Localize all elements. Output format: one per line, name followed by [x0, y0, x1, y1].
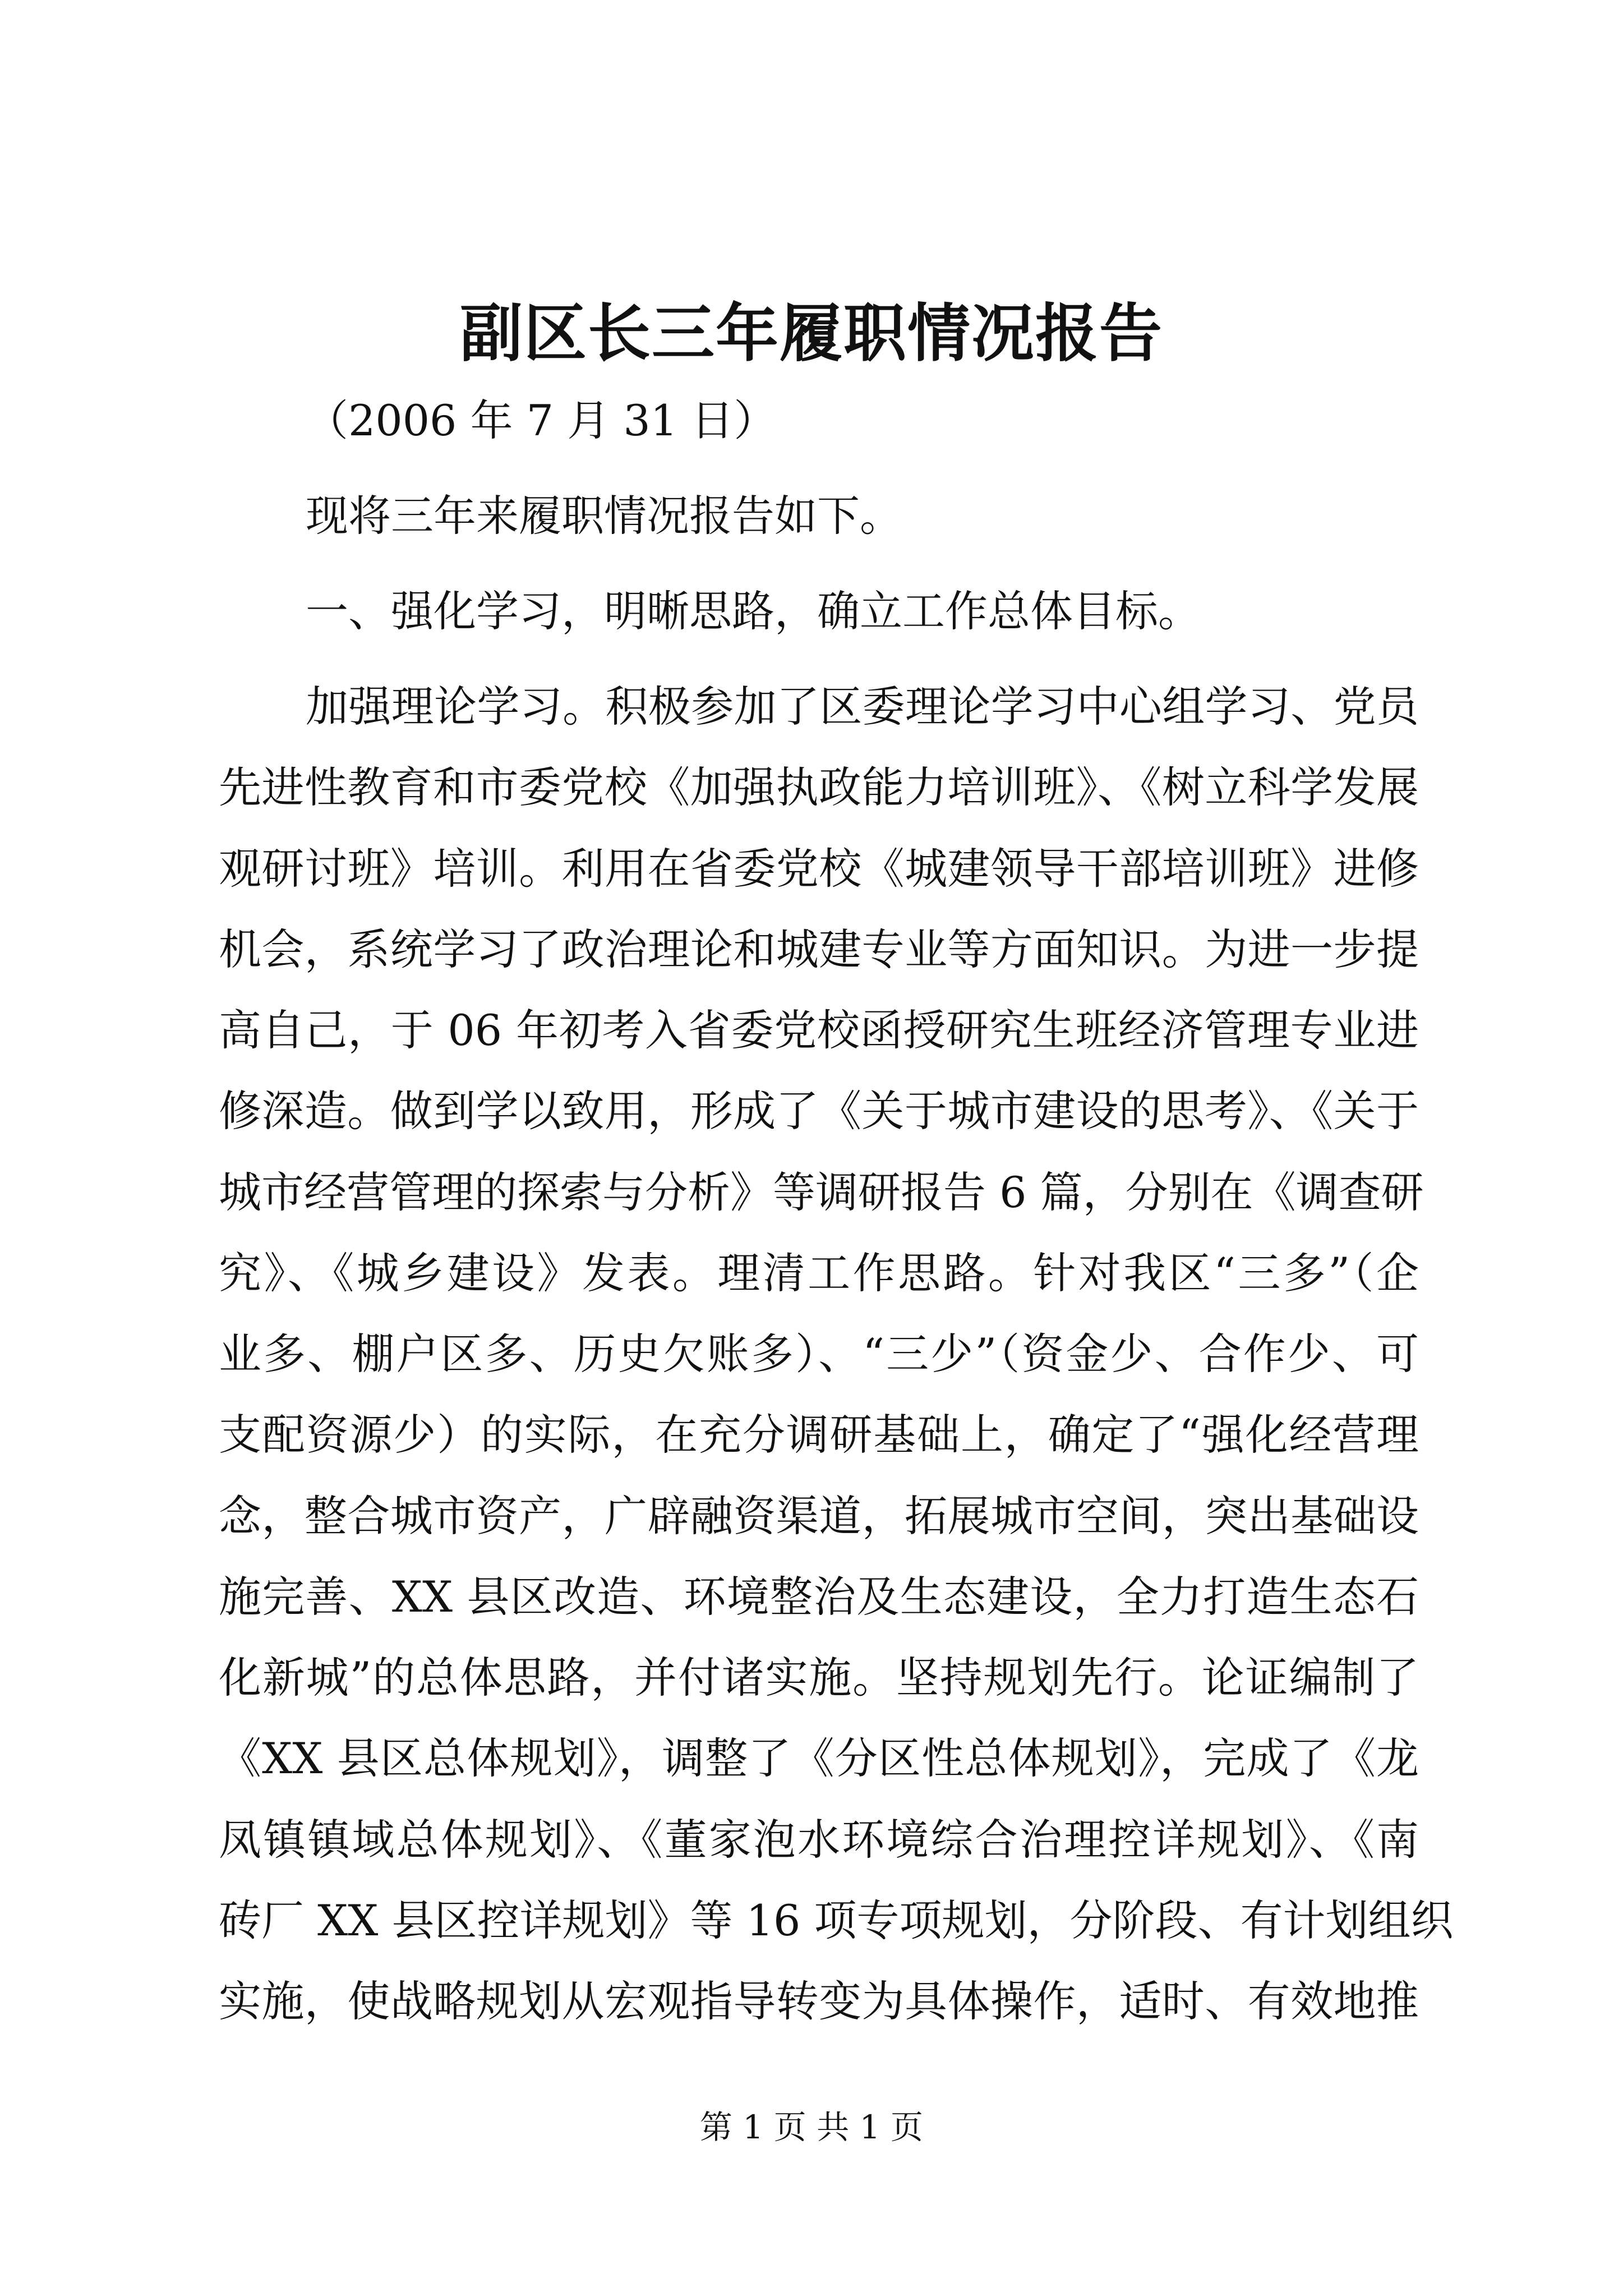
- document-title: 副区长三年履职情况报告: [460, 297, 1163, 370]
- section-heading: 一、强化学习，明晰思路，确立工作总体目标。: [306, 586, 1201, 636]
- page-footer: 第 1 页 共 1 页: [700, 2108, 923, 2146]
- body-line: 化新城”的总体思路，并付诸实施。坚持规划先行。论证编制了: [219, 1653, 1419, 1703]
- body-line: 观研讨班》培训。利用在省委党校《城建领导干部培训班》进修: [219, 844, 1419, 894]
- body-line: 凤镇镇域总体规划》、《董家泡水环境综合治理控详规划》、《南: [219, 1815, 1419, 1865]
- date-line: （2006 年 7 月 31 日）: [306, 395, 777, 445]
- body-line: 实施，使战略规划从宏观指导转变为具体操作，适时、有效地推: [219, 1976, 1419, 2026]
- body-line: 加强理论学习。积极参加了区委理论学习中心组学习、党员: [306, 682, 1419, 731]
- body-line: 机会，系统学习了政治理论和城建专业等方面知识。为进一步提: [219, 924, 1419, 974]
- body-line: 施完善、XX 县区改造、环境整治及生态建设，全力打造生态石: [219, 1572, 1419, 1622]
- body-line: 业多、棚户区多、历史欠账多）、“三少”（资金少、合作少、可: [219, 1329, 1419, 1379]
- intro-paragraph: 现将三年来履职情况报告如下。: [306, 491, 902, 541]
- body-line: 砖厂 XX 县区控详规划》等 16 项专项规划，分阶段、有计划组织: [219, 1895, 1454, 1945]
- body-line: 城市经营管理的探索与分析》等调研报告 6 篇，分别在《调查研: [219, 1167, 1424, 1217]
- body-line: 先进性教育和市委党校《加强执政能力培训班》、《树立科学发展: [219, 762, 1419, 812]
- body-line: 高自己，于 06 年初考入省委党校函授研究生班经济管理专业进: [219, 1005, 1419, 1055]
- body-line: 《XX 县区总体规划》，调整了《分区性总体规划》，完成了《龙: [219, 1733, 1419, 1783]
- body-line: 念，整合城市资产，广辟融资渠道，拓展城市空间，突出基础设: [219, 1491, 1419, 1541]
- body-line: 修深造。做到学以致用，形成了《关于城市建设的思考》、《关于: [219, 1086, 1419, 1136]
- body-line: 究》、《城乡建设》发表。理清工作思路。针对我区“三多”（企: [219, 1248, 1419, 1298]
- body-line: 支配资源少）的实际，在充分调研基础上，确定了“强化经营理: [219, 1410, 1419, 1460]
